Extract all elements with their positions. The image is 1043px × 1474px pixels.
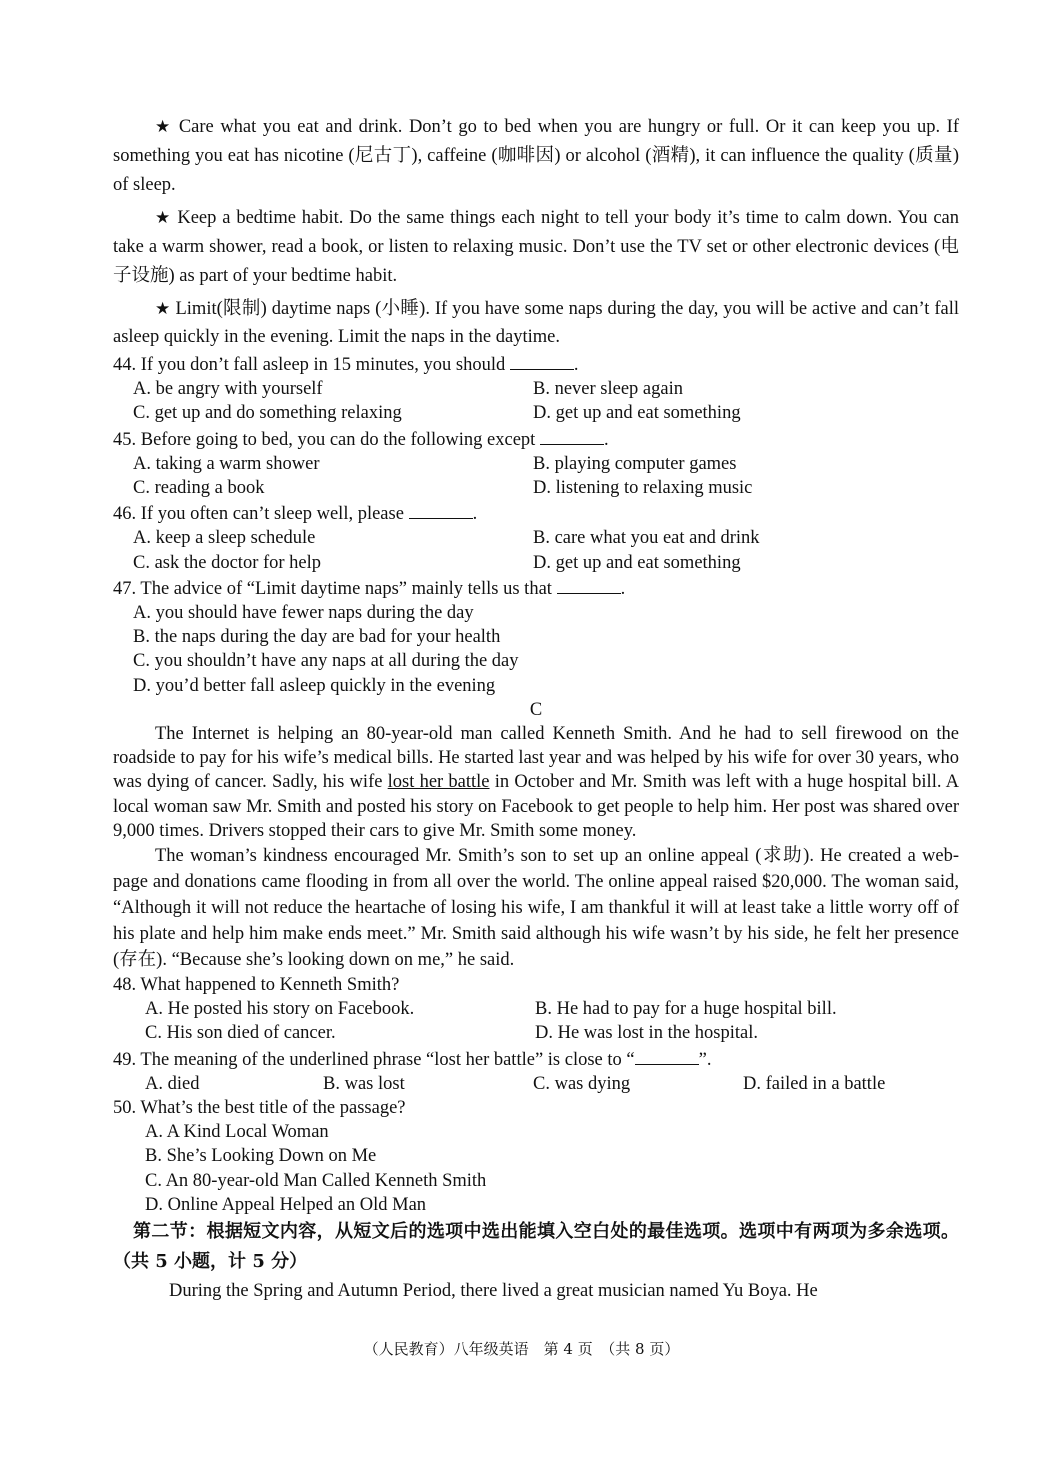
question-44: 44. If you don’t fall asleep in 15 minutes, you should . — [113, 351, 959, 377]
section-heading-c: C — [529, 699, 543, 720]
answer-blank — [510, 351, 574, 370]
option-c: C. get up and do something relaxing — [133, 403, 402, 424]
options-row — [113, 401, 959, 425]
answer-blank — [409, 500, 473, 519]
options-row — [113, 526, 959, 550]
star-icon: ★ — [155, 117, 173, 137]
option-d: D. He was lost in the hospital. — [535, 1023, 759, 1044]
option-b: B. care what you eat and drink — [533, 528, 760, 549]
tip-text: Keep a bedtime habit. Do the same things each night to tell your body it’s time to calm down. You can take a warm shower, read a book, or listen to relaxing music. Don’t use the TV set or other electronic devices (电子设施) as part of your bedtime habit. — [113, 208, 959, 286]
option-a: A. be angry with yourself — [133, 379, 323, 400]
option-c: C. An 80-year-old Man Called Kenneth Smith — [145, 1170, 487, 1191]
options-row — [113, 997, 959, 1021]
options-row — [113, 377, 959, 401]
option-a: A. you should have fewer naps during the day — [133, 603, 474, 624]
star-icon: ★ — [155, 299, 171, 319]
page-content — [113, 113, 959, 1303]
question-49: 49. The meaning of the underlined phrase “lost her battle” is close to “ ”. — [113, 1046, 959, 1072]
answer-blank — [540, 426, 604, 445]
question-50: 50. What’s the best title of the passage? — [113, 1098, 406, 1119]
option-a: A. died — [145, 1073, 200, 1094]
options-row — [113, 476, 959, 500]
option-b: B. was lost — [323, 1073, 405, 1094]
option-b: B. He had to pay for a huge hospital bill. — [535, 999, 837, 1020]
option-d: D. failed in a battle — [743, 1073, 886, 1094]
answer-blank — [635, 1046, 699, 1065]
tip-text: Limit(限制) daytime naps (小睡). If you have some naps during the day, you will be active and can’t fall asleep quickly in the evening. Limit the naps in the daytime. — [113, 299, 960, 347]
option-d: D. get up and eat something — [533, 403, 741, 424]
option-c: C. ask the doctor for help — [133, 552, 322, 573]
option-d: D. Online Appeal Helped an Old Man — [145, 1194, 427, 1215]
tip-diet — [113, 113, 959, 200]
answer-blank — [557, 575, 621, 594]
tip-bedtime-habit — [113, 204, 959, 291]
options-row — [113, 452, 959, 476]
section-2-instruction: 第二节：根据短文内容，从短文后的选项中选出能填入空白处的最佳选项。选项中有两项为多余选项。（共 5 小题，计 5 分） — [113, 1221, 959, 1273]
option-b: B. playing computer games — [533, 453, 737, 474]
tip-text: Care what you eat and drink. Don’t go to bed when you are hungry or full. Or it can keep you up. If something you eat has nicotine (尼古丁), caffeine (咖啡因) or alcohol (酒精), it can influence the quality (质量) of sleep. — [113, 117, 959, 195]
underlined-phrase: lost her battle — [387, 772, 490, 793]
option-a: A. taking a warm shower — [133, 453, 320, 474]
option-b: B. the naps during the day are bad for your health — [133, 627, 501, 648]
question-47: 47. The advice of “Limit daytime naps” mainly tells us that . — [113, 575, 959, 601]
option-b: B. She’s Looking Down on Me — [145, 1146, 377, 1167]
option-a: A. A Kind Local Woman — [145, 1122, 329, 1143]
passage-c-paragraph-2: The woman’s kindness encouraged Mr. Smith’s son to set up an online appeal (求助). He created a web-page and donations came flooding in from all over the world. The online appeal raised $20,000. The woman said, “Although it will not reduce the heartache of losing his wife, I am thankful it will at least take a little worry off of his plate and help him make ends meet.” Mr. Smith said although his wife wasn’t by his side, he felt her presence (存在). “Because she’s looking down on me,” he said. — [113, 846, 959, 971]
question-48: 48. What happened to Kenneth Smith? — [113, 975, 400, 996]
question-46: 46. If you often can’t sleep well, please . — [113, 500, 959, 526]
options-row — [113, 1021, 959, 1045]
options-row — [113, 551, 959, 575]
tip-naps — [113, 295, 959, 351]
page-footer: （人民教育）八年级英语 第 4 页 （共 8 页） — [363, 1340, 680, 1358]
option-d: D. you’d better fall asleep quickly in the evening — [133, 675, 496, 696]
passage-c-paragraph-1: The Internet is helping an 80-year-old man called Kenneth Smith. And he had to sell firewood on the roadside to pay for his wife’s medical bills. He started last year and was helped by his wife for over 30 years, who was dying of cancer. Sadly, his wife lost her battle in October and Mr. Smith was left with a huge hospital bill. A local woman saw Mr. Smith and posted his story on Facebook to get people to help him. Her post was shared over 9,000 times. Drivers stopped their cars to give Mr. Smith some money. — [113, 724, 960, 841]
option-d: D. get up and eat something — [533, 552, 741, 573]
option-b: B. never sleep again — [533, 379, 683, 400]
star-icon: ★ — [155, 208, 172, 228]
question-45: 45. Before going to bed, you can do the following except . — [113, 426, 959, 452]
option-d: D. listening to relaxing music — [533, 478, 753, 499]
option-c: C. you shouldn’t have any naps at all during the day — [133, 651, 519, 672]
option-c: C. was dying — [533, 1073, 631, 1094]
next-passage-start: During the Spring and Autumn Period, there lived a great musician named Yu Boya. He — [169, 1281, 818, 1302]
option-c: C. reading a book — [133, 478, 265, 499]
option-c: C. His son died of cancer. — [145, 1023, 336, 1044]
options-row — [113, 1072, 959, 1096]
option-a: A. He posted his story on Facebook. — [145, 999, 415, 1020]
option-a: A. keep a sleep schedule — [133, 528, 316, 549]
